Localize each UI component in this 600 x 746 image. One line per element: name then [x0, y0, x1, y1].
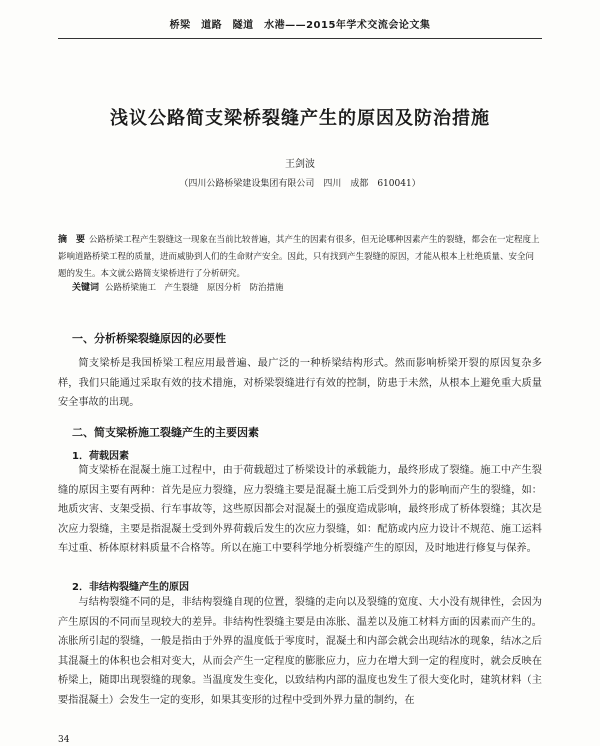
- subsection-2-heading: 2．非结构裂缝产生的原因: [72, 582, 189, 593]
- abstract-label: 摘 要: [58, 235, 86, 245]
- keywords: [72, 280, 542, 296]
- section-1-paragraph: 简支梁桥是我国桥梁工程应用最普遍、最广泛的一种桥梁结构形式。然而影响桥梁开裂的原因复杂多样，我们只能通过采取有效的技术措施，对桥梁裂缝进行有效的控制，防患于未然，从根本上避免重大质量安全事故的出现。: [58, 358, 542, 408]
- affiliation: （四川公路桥梁建设集团有限公司 四川 成都 610041）: [179, 179, 421, 189]
- subsection-1-paragraph: 简支梁桥在混凝土施工过程中，由于荷载超过了桥梁设计的承载能力，最终形成了裂缝。施工中产生裂缝的原因主要有两种：首先是应力裂缝，应力裂缝主要是混凝土施工后受到外力的影响而产生的裂缝，如：地质灾害、支架受损、行车事故等，这些原因都会对混凝土的强度造成影响，最终形成了桥体裂缝；其次是次应力裂缝，主要是指混凝土受到外界荷载后发生的次应力裂缝，如：配筋或内应力设计不规范、施工运料车过重、桥体原材料质量不合格等。所以在施工中要科学地分析裂缝产生的原因，及时地进行修复与保养。: [58, 465, 542, 554]
- subsection-1-heading: 1．荷载因素: [72, 451, 129, 462]
- abstract-text: 公路桥梁工程产生裂缝这一现象在当前比较普遍，其产生的因素有很多，但无论哪种因素产生的裂缝，都会在一定程度上影响道路桥梁工程的质量，进而威胁到人们的生命财产安全。因此，只有找到产生裂缝的原因，才能从根本上杜绝质量、安全问题的发生。本文就公路简支梁桥进行了分析研究。: [58, 235, 540, 279]
- page-number: 34: [58, 735, 70, 745]
- section-2-heading: 二、简支梁桥施工裂缝产生的主要因素: [72, 426, 259, 439]
- abstract: [58, 232, 542, 283]
- running-header: 桥梁 道路 隧道 水港——2015年学术交流会论文集: [58, 14, 542, 39]
- subsection-2-paragraph: 与结构裂缝不同的是，非结构裂缝自现的位置，裂缝的走向以及裂缝的宽度、大小没有规律性，会因为产生原因的不同而呈现较大的差异。非结构性裂缝主要是由冻胀、温差以及施工材料方面的因素而产生的。冻胀所引起的裂缝，一般是指由于外界的温度低于零度时，混凝土和内部会就会出现结冰的现象，结冰之后其混凝土的体积也会相对变大，从而会产生一定程度的膨胀应力，应力在增大到一定的程度时，就会反映在桥梁上，随即出现裂缝的现象。当温度发生变化，以致结构内部的温度也发生了很大变化时，建筑材料（主要指混凝土）会发生一定的变形，如果其变形的过程中受到外界力量的制约，在: [58, 597, 542, 706]
- keywords-label: 关键词: [72, 283, 100, 293]
- paper-title: 浅议公路简支梁桥裂缝产生的原因及防治措施: [110, 108, 490, 129]
- author: 王剑波: [285, 159, 315, 170]
- section-1-heading: 一、分析桥梁裂缝原因的必要性: [72, 332, 226, 345]
- keywords-text: 公路桥梁施工 产生裂缝 原因分析 防治措施: [105, 283, 284, 293]
